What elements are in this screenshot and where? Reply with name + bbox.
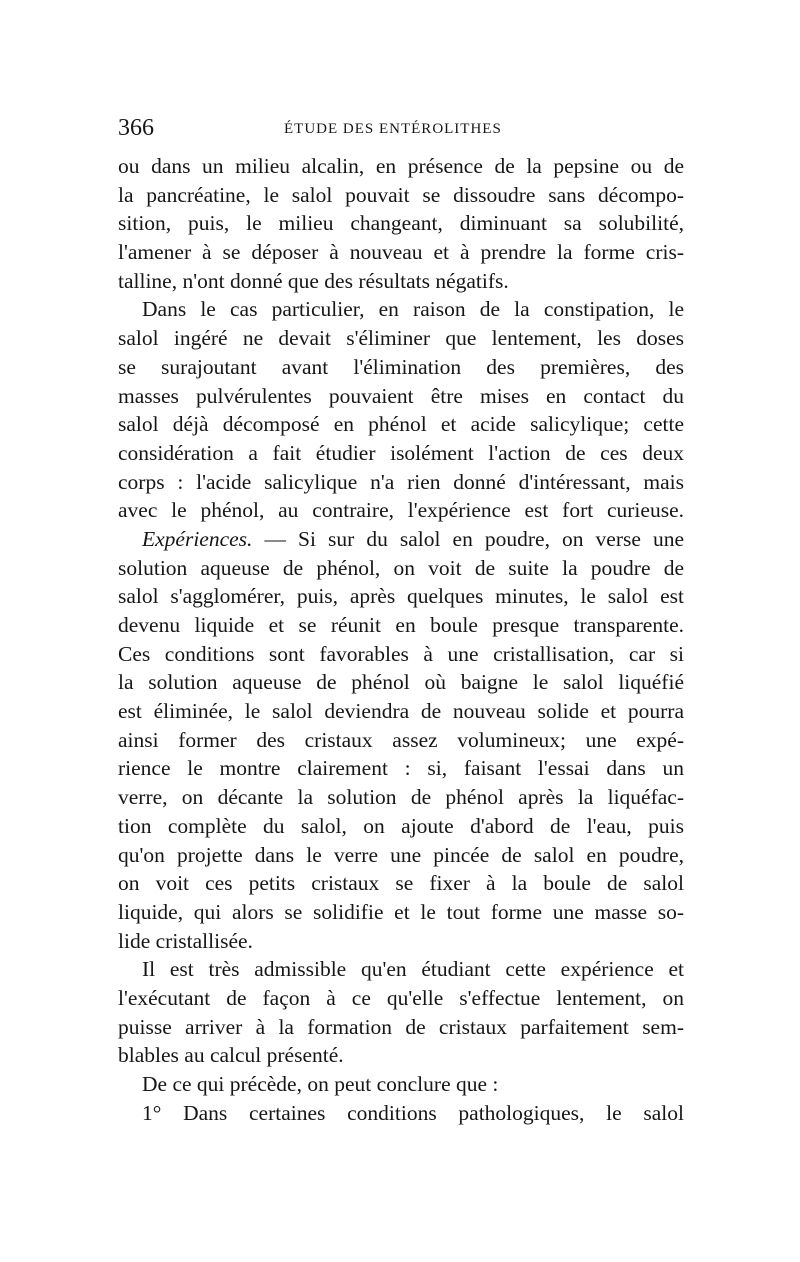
text-line: la solution aqueuse de phénol où baigne le salol liquéfié bbox=[118, 670, 684, 695]
text-line: corps : l'acide salicylique n'a rien donné d'intéressant, mais bbox=[118, 469, 684, 494]
text-line: l'amener à se déposer à nouveau et à prendre la forme cris- bbox=[118, 240, 684, 265]
paragraph-start-line bbox=[118, 525, 684, 554]
text-line: se surajoutant avant l'élimination des premières, des bbox=[118, 354, 684, 379]
page-number: 366 bbox=[118, 115, 154, 141]
text-line: rience le montre clairement : si, faisant l'essai dans un bbox=[118, 756, 684, 781]
text-line: l'exécutant de façon à ce qu'elle s'effectue lentement, on bbox=[118, 985, 684, 1010]
text-line: on voit ces petits cristaux se fixer à la boule de salol bbox=[118, 871, 684, 896]
paragraph-start-line: De ce qui précède, on peut conclure que : bbox=[142, 1072, 499, 1096]
text-line: qu'on projette dans le verre une pincée de salol en poudre, bbox=[118, 842, 684, 867]
text-line: salol ingéré ne devait s'éliminer que lentement, les doses bbox=[118, 326, 684, 351]
text-line-remainder: — Si sur du salol en poudre, on verse une bbox=[264, 526, 684, 551]
text-line: lide cristallisée. bbox=[118, 928, 253, 953]
text-line: solution aqueuse de phénol, on voit de suite la poudre de bbox=[118, 555, 684, 580]
text-line: salol s'agglomérer, puis, après quelques minutes, le salol est bbox=[118, 584, 684, 609]
body-text bbox=[118, 152, 684, 1127]
text-line: Ces conditions sont favorables à une cristallisation, car si bbox=[118, 641, 684, 666]
text-line: avec le phénol, au contraire, l'expérience est fort curieuse. bbox=[118, 498, 684, 523]
text-line: talline, n'ont donné que des résultats négatifs. bbox=[118, 268, 509, 293]
text-line: la pancréatine, le salol pouvait se dissoudre sans décompo- bbox=[118, 182, 684, 207]
text-line: considération a fait étudier isolément l'action de ces deux bbox=[118, 440, 684, 465]
running-title: ÉTUDE DES ENTÉROLITHES bbox=[284, 121, 502, 137]
text-line: puisse arriver à la formation de cristaux parfaitement sem- bbox=[118, 1014, 684, 1039]
paragraph-start-line: Il est très admissible qu'en étudiant cette expérience et bbox=[142, 957, 684, 982]
text-line: liquide, qui alors se solidifie et le tout forme une masse so- bbox=[118, 899, 684, 924]
text-line: sition, puis, le milieu changeant, diminuant sa solubilité, bbox=[118, 211, 684, 236]
paragraph-start-line: Dans le cas particulier, en raison de la constipation, le bbox=[142, 297, 684, 322]
text-line: verre, on décante la solution de phénol après la liquéfac- bbox=[118, 785, 684, 810]
text-line: tion complète du salol, on ajoute d'abord de l'eau, puis bbox=[118, 813, 684, 838]
text-line: salol déjà décomposé en phénol et acide salicylique; cette bbox=[118, 412, 684, 437]
italic-lead-word: Expériences. bbox=[142, 526, 253, 551]
text-line: ainsi former des cristaux assez volumineux; une expé- bbox=[118, 727, 684, 752]
page-header bbox=[118, 113, 684, 143]
text-line: blables au calcul présenté. bbox=[118, 1043, 344, 1068]
paragraph-start-line: 1° Dans certaines conditions pathologiques, le salol bbox=[142, 1100, 684, 1125]
text-line: masses pulvérulentes pouvaient être mises en contact du bbox=[118, 383, 684, 408]
text-line: ou dans un milieu alcalin, en présence de la pepsine ou de bbox=[118, 154, 684, 178]
text-line: devenu liquide et se réunit en boule presque transparente. bbox=[118, 613, 684, 637]
text-line: est éliminée, le salol deviendra de nouveau solide et pourra bbox=[118, 699, 684, 724]
